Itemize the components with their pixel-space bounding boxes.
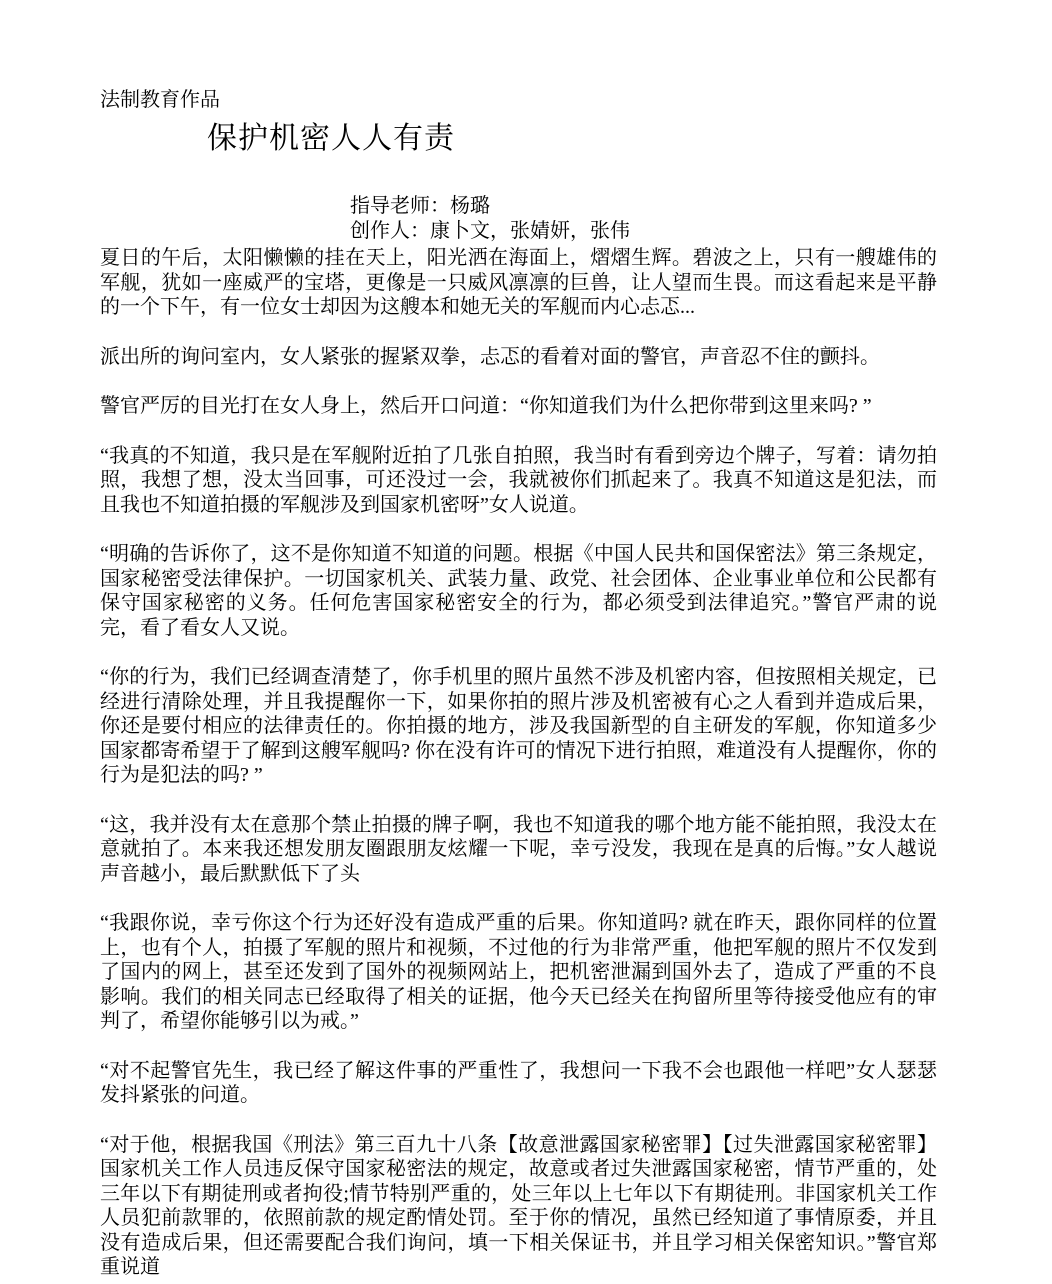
paragraph: “明确的告诉你了，这不是你知道不知道的问题。根据《中国人民共和国保密法》第三条规定，国家秘密受法律保护。一切国家机关、武装力量、政党、社会团体、企业事业单位和公民都有保守国家秘密的义务。任何危害国家秘密安全的行为，都必须受到法律追究。”警官严肃的说完，看了看女人又说。 [100,543,937,639]
credit-authors: 创作人：康卜文，张婧妍，张伟 [350,220,630,242]
paragraph: “这，我并没有太在意那个禁止拍摄的牌子啊，我也不知道我的哪个地方能不能拍照，我没太在意就拍了。本来我还想发朋友圈跟朋友炫耀一下呢，幸亏没发，我现在是真的后悔。”女人越说声音越小，最后默默低下了头 [100,813,937,885]
document-kicker: 法制教育作品 [100,89,220,111]
paragraph: 警官严厉的目光打在女人身上，然后开口问道：“你知道我们为什么把你带到这里来吗? ” [100,395,872,417]
paragraph: “我跟你说，幸亏你这个行为还好没有造成严重的后果。你知道吗? 就在昨天，跟你同样的位置上，也有个人，拍摄了军舰的照片和视频，不过他的行为非常严重，他把军舰的照片不仅发到了国内的网上，甚至还发到了国外的视频网站上，把机密泄漏到国外去了，造成了严重的不良影响。我们的相关同志已经取得了相关的证据，他今天已经关在拘留所里等待接受他应有的审判了，希望你能够引以为戒。” [100,912,937,1032]
credit-instructor: 指导老师：杨璐 [350,195,490,217]
paragraph: “对于他，根据我国《刑法》第三百九十八条【故意泄露国家秘密罪】【过失泄露国家秘密罪】国家机关工作人员违反保守国家秘密法的规定，故意或者过失泄露国家秘密，情节严重的，处三年以下有期徒刑或者拘役;情节特别严重的，处三年以上七年以下有期徒刑。非国家机关工作人员犯前款罪的，依照前款的规定酌情处罚。至于你的情况，虽然已经知道了事情原委，并且没有造成后果，但还需要配合我们询问，填一下相关保证书，并且学习相关保密知识。”警官郑重说道 [100,1133,937,1278]
paragraph: “我真的不知道，我只是在军舰附近拍了几张自拍照，我当时有看到旁边个牌子，写着：请勿拍照，我想了想，没太当回事，可还没过一会，我就被你们抓起来了。我真不知道这是犯法，而且我也不知道拍摄的军舰涉及到国家机密呀”女人说道。 [100,444,937,516]
paragraph: 派出所的询问室内，女人紧张的握紧双拳，忐忑的看着对面的警官，声音忍不住的颤抖。 [100,345,880,368]
credits-block [350,194,937,244]
paragraph: 夏日的午后，太阳懒懒的挂在天上，阳光洒在海面上，熠熠生辉。碧波之上，只有一艘雄伟的军舰，犹如一座威严的宝塔，更像是一只威风凛凛的巨兽，让人望而生畏。而这看起来是平静的一个下午，有一位女士却因为这艘本和她无关的军舰而内心忐忑... [100,247,937,318]
document-title: 保护机密人人有责 [207,122,455,155]
document-body [100,246,937,1280]
paragraph: “你的行为，我们已经调查清楚了，你手机里的照片虽然不涉及机密内容，但按照相关规定，已经进行清除处理，并且我提醒你一下，如果你拍的照片涉及机密被有心之人看到并造成后果，你还是要付相应的法律责任的。你拍摄的地方，涉及我国新型的自主研发的军舰，你知道多少国家都寄希望于了解到这艘军舰吗? 你在没有许可的情况下进行拍照，难道没有人提醒你，你的行为是犯法的吗? ” [100,666,937,786]
paragraph: “对不起警官先生，我已经了解这件事的严重性了，我想问一下我不会也跟他一样吧”女人瑟瑟发抖紧张的问道。 [100,1059,937,1106]
